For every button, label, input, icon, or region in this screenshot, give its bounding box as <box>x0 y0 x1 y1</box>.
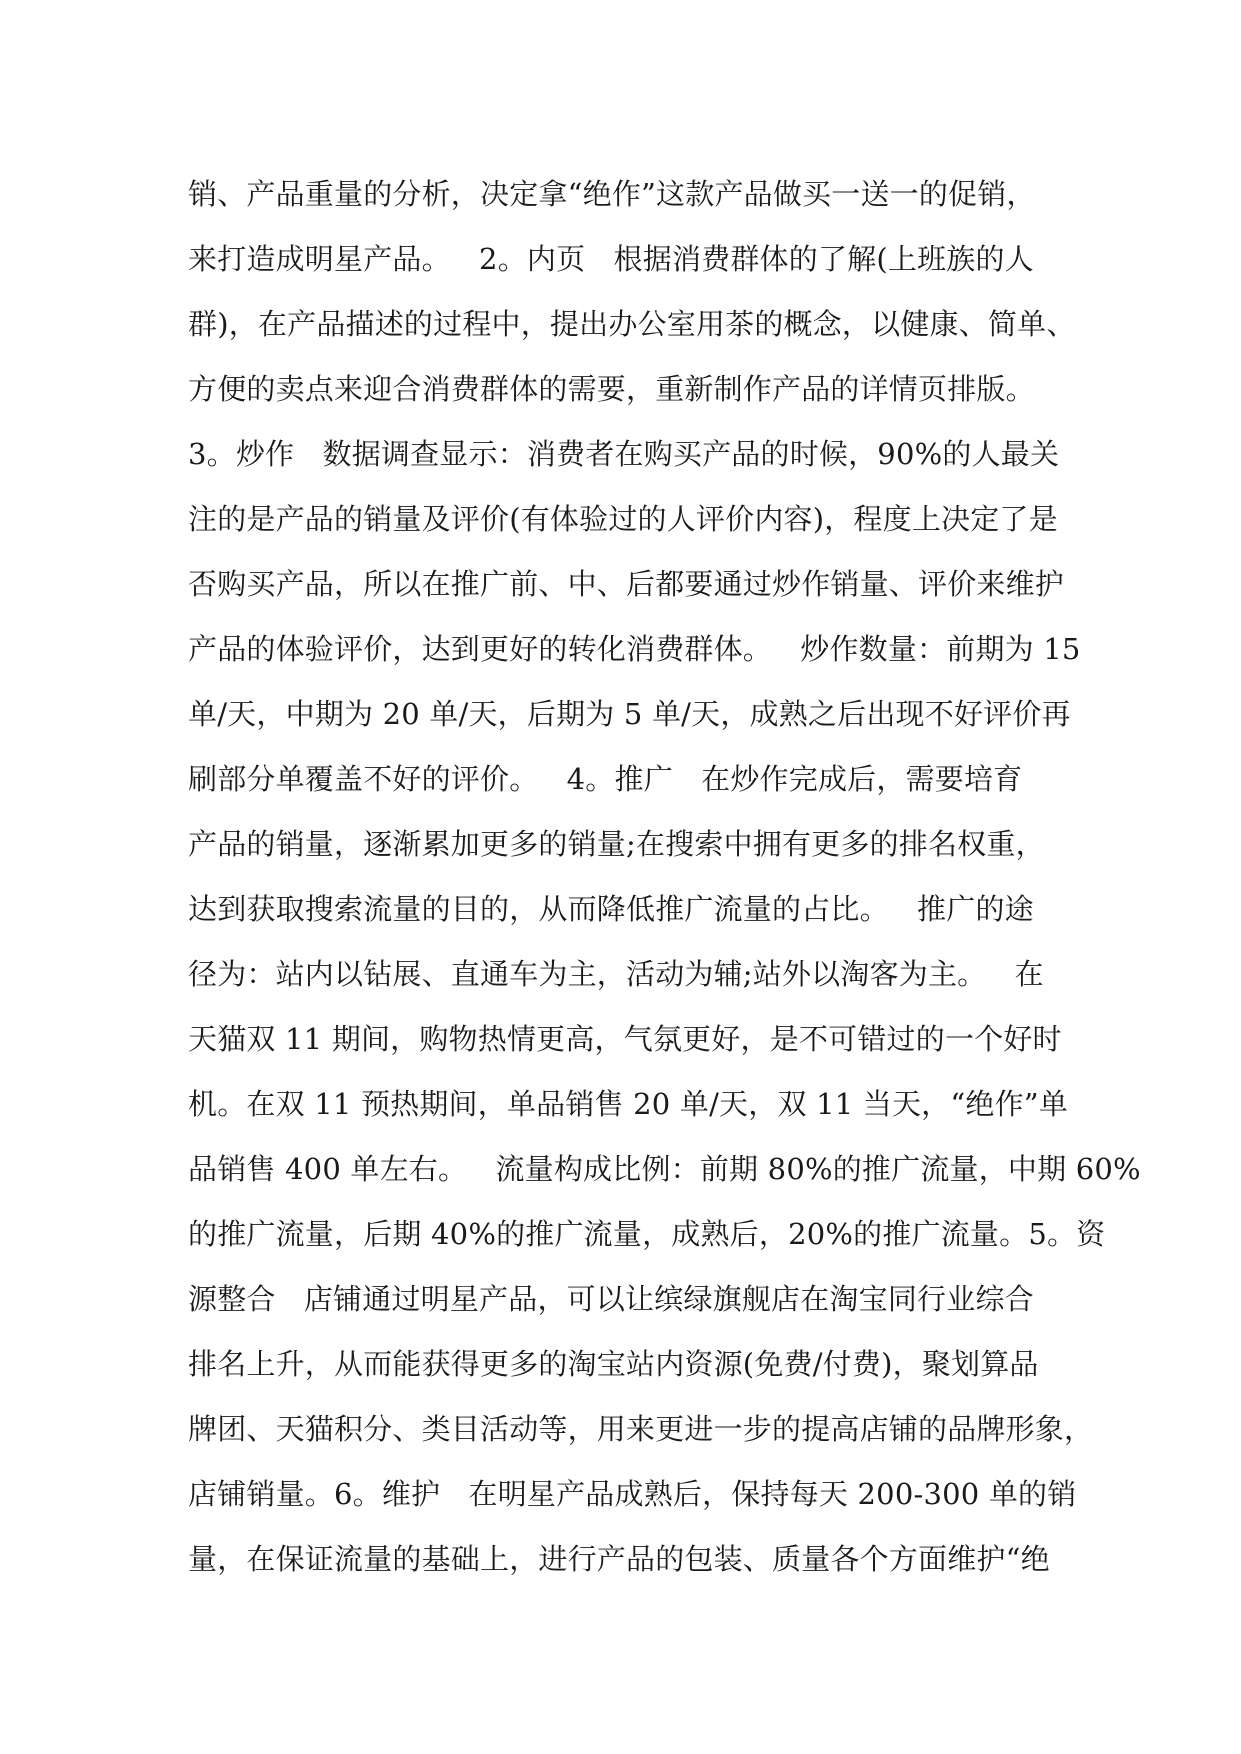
text-line: 销、产品重量的分析，决定拿“绝作”这款产品做买一送一的促销， <box>188 177 1036 211</box>
text-line: 单/天，中期为 20 单/天，后期为 5 单/天，成熟之后出现不好评价再 <box>188 697 1071 731</box>
text-line: 的推广流量，后期 40%的推广流量，成熟后，20%的推广流量。5。资 <box>188 1217 1106 1251</box>
text-line: 量，在保证流量的基础上，进行产品的包装、质量各个方面维护“绝 <box>188 1542 1050 1576</box>
text-line: 产品的体验评价，达到更好的转化消费群体。 炒作数量：前期为 15 <box>188 632 1081 666</box>
text-line: 天猫双 11 期间，购物热情更高，气氛更好，是不可错过的一个好时 <box>188 1022 1062 1056</box>
text-line: 否购买产品，所以在推广前、中、后都要通过炒作销量、评价来维护 <box>188 567 1065 601</box>
text-line: 源整合 店铺通过明星产品，可以让缤绿旗舰店在淘宝同行业综合 <box>188 1282 1034 1316</box>
text-line: 店铺销量。6。维护 在明星产品成熟后，保持每天 200-300 单的销 <box>188 1477 1077 1511</box>
text-line: 来打造成明星产品。 2。内页 根据消费群体的了解(上班族的人 <box>188 242 1034 276</box>
text-line: 机。在双 11 预热期间，单品销售 20 单/天，双 11 当天，“绝作”单 <box>188 1087 1069 1121</box>
text-line: 达到获取搜索流量的目的，从而降低推广流量的占比。 推广的途 <box>188 892 1034 926</box>
text-line: 牌团、天猫积分、类目活动等，用来更进一步的提高店铺的品牌形象， <box>188 1412 1094 1446</box>
text-line: 品销售 400 单左右。 流量构成比例：前期 80%的推广流量，中期 60% <box>188 1152 1141 1186</box>
text-line: 3。炒作 数据调查显示：消费者在购买产品的时候，90%的人最关 <box>188 437 1060 471</box>
text-line: 排名上升，从而能获得更多的淘宝站内资源(免费/付费)，聚划算品 <box>188 1347 1039 1381</box>
text-line: 产品的销量，逐渐累加更多的销量;在搜索中拥有更多的排名权重， <box>188 827 1045 861</box>
text-line: 方便的卖点来迎合消费群体的需要，重新制作产品的详情页排版。 <box>188 372 1035 406</box>
text-line: 刷部分单覆盖不好的评价。 4。推广 在炒作完成后，需要培育 <box>188 762 1023 796</box>
text-line: 群)，在产品描述的过程中，提出办公室用茶的概念，以健康、简单、 <box>188 307 1076 341</box>
text-line: 径为：站内以钻展、直通车为主，活动为辅;站外以淘客为主。 在 <box>188 957 1044 991</box>
body-text <box>188 162 1141 1592</box>
text-line: 注的是产品的销量及评价(有体验过的人评价内容)，程度上决定了是 <box>188 502 1058 536</box>
